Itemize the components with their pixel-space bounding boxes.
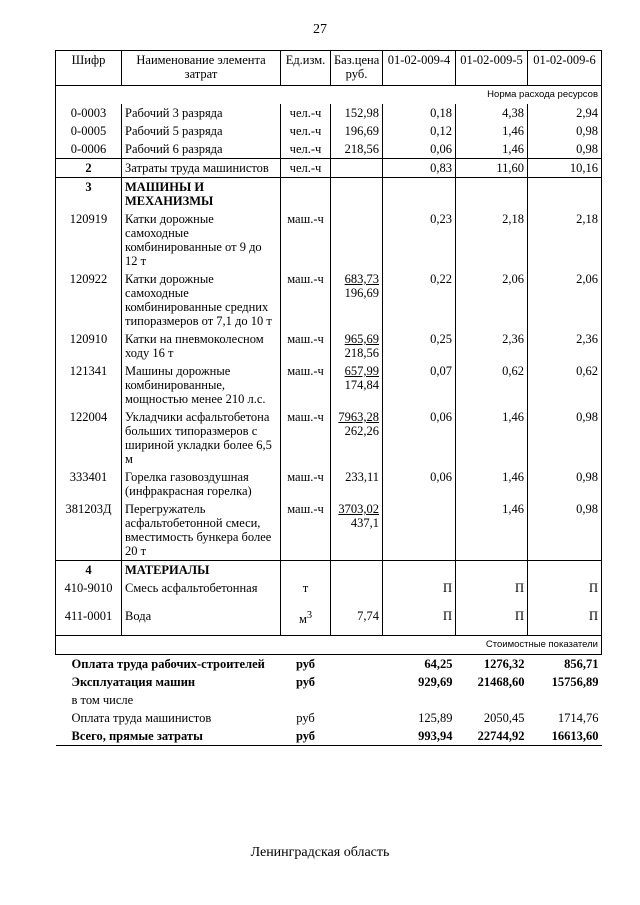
subheader-norm-row bbox=[56, 86, 602, 105]
summary-row bbox=[56, 654, 602, 673]
cell-unit: маш.-ч bbox=[281, 500, 331, 561]
cell-v4: 0,12 bbox=[383, 122, 456, 140]
summary-v4: 929,69 bbox=[418, 674, 453, 689]
cell-code: 0-0006 bbox=[56, 140, 122, 159]
cell-v6: 2,94 bbox=[528, 104, 602, 122]
cell-v5: 1,46 bbox=[456, 468, 528, 500]
cell-v5: 0,62 bbox=[456, 362, 528, 408]
cell-code: 0-0005 bbox=[56, 122, 122, 140]
cell-v6: 2,18 bbox=[528, 210, 602, 270]
col-header-name: Наименование элемента затрат bbox=[122, 51, 281, 86]
cell-unit bbox=[281, 607, 331, 635]
cell-unit: маш.-ч bbox=[281, 408, 331, 468]
table-header bbox=[56, 51, 602, 86]
cell-name: МАТЕРИАЛЫ bbox=[122, 561, 281, 580]
cell-price bbox=[331, 579, 383, 607]
table-row-section-3 bbox=[56, 178, 602, 211]
price-base: 683,73 bbox=[344, 272, 379, 286]
col-header-price: Баз.цена руб. bbox=[331, 51, 383, 86]
cell-name: Перегружатель асфальтобетонной смеси, вместимость бункера более 20 т bbox=[122, 500, 281, 561]
table-row bbox=[56, 104, 602, 122]
subheader-norm: Норма расхода ресурсов bbox=[56, 86, 602, 105]
cell-v5: 2,06 bbox=[456, 270, 528, 330]
cell-v4: 0,07 bbox=[383, 362, 456, 408]
cell-unit: маш.-ч bbox=[281, 330, 331, 362]
cell-name: Рабочий 6 разряда bbox=[122, 140, 281, 159]
cell-v6: 0,98 bbox=[528, 468, 602, 500]
cell-code: 120910 bbox=[56, 330, 122, 362]
cell-v6: 10,16 bbox=[528, 159, 602, 178]
summary-row bbox=[56, 691, 602, 709]
cell-v5: 1,46 bbox=[456, 500, 528, 561]
cell-v6: 0,98 bbox=[528, 122, 602, 140]
cell-name: Смесь асфальтобетонная bbox=[122, 579, 281, 607]
summary-label: Всего, прямые затраты bbox=[71, 728, 203, 743]
cell-v5: 2,18 bbox=[456, 210, 528, 270]
page-footer: Ленинградская область bbox=[250, 845, 390, 860]
col-header-unit: Ед.изм. bbox=[281, 51, 331, 86]
cell-v6: 2,06 bbox=[528, 270, 602, 330]
cell-name: Катки дорожные самоходные комбинированные средних типоразмеров от 7,1 до 10 т bbox=[122, 270, 281, 330]
table-row bbox=[56, 140, 602, 159]
table-row-section-2 bbox=[56, 159, 602, 178]
table-row bbox=[56, 468, 602, 500]
cell-name: Укладчики асфальтобетона больших типоразмеров с шириной укладки более 6,5 м bbox=[122, 408, 281, 468]
summary-label: в том числе bbox=[71, 692, 134, 707]
table-row bbox=[56, 408, 602, 468]
subheader-cost-row bbox=[56, 635, 602, 654]
cell-name: Машины дорожные комбинированные, мощностью менее 210 л.с. bbox=[122, 362, 281, 408]
cell-name: Рабочий 5 разряда bbox=[122, 122, 281, 140]
cell-v5: 1,46 bbox=[456, 408, 528, 468]
cell-v5: 1,46 bbox=[456, 122, 528, 140]
table-bottom-rule bbox=[56, 745, 602, 750]
col-header-code: Шифр bbox=[56, 51, 122, 86]
table-row-section-4 bbox=[56, 561, 602, 580]
summary-v6: 1714,76 bbox=[557, 710, 599, 725]
cell-code: 120919 bbox=[56, 210, 122, 270]
cell-price: 218,56 bbox=[331, 140, 383, 159]
summary-v5: 2050,45 bbox=[483, 710, 525, 725]
cell-v6: 0,98 bbox=[528, 408, 602, 468]
cell-v4 bbox=[383, 500, 456, 561]
cell-price bbox=[331, 408, 383, 468]
cell-v6: 0,62 bbox=[528, 362, 602, 408]
summary-v4: 993,94 bbox=[418, 728, 453, 743]
cell-unit: маш.-ч bbox=[281, 362, 331, 408]
summary-v5: 22744,92 bbox=[477, 728, 525, 743]
price-base: 7963,28 bbox=[338, 410, 379, 424]
cell-v4: 0,18 bbox=[383, 104, 456, 122]
cell-v5: 1,46 bbox=[456, 140, 528, 159]
price-base: 3703,02 bbox=[338, 502, 379, 516]
cell-code: 3 bbox=[56, 178, 122, 211]
cell-price bbox=[331, 270, 383, 330]
cell-code: 121341 bbox=[56, 362, 122, 408]
summary-label: Эксплуатация машин bbox=[71, 674, 196, 689]
cell-unit: маш.-ч bbox=[281, 270, 331, 330]
cell-v5: 2,36 bbox=[456, 330, 528, 362]
table-row bbox=[56, 579, 602, 607]
cell-name: Вода bbox=[122, 607, 281, 635]
summary-label: Оплата труда машинистов bbox=[71, 710, 212, 725]
price-wage: 262,26 bbox=[344, 424, 379, 438]
price-wage: 174,84 bbox=[344, 378, 379, 392]
cell-v6: 0,98 bbox=[528, 140, 602, 159]
cell-code: 411-0001 bbox=[56, 607, 122, 635]
summary-row bbox=[56, 709, 602, 727]
table-row bbox=[56, 270, 602, 330]
cell-code: 122004 bbox=[56, 408, 122, 468]
price-wage: 218,56 bbox=[344, 346, 379, 360]
cell-code: 333401 bbox=[56, 468, 122, 500]
cell-v6: 2,36 bbox=[528, 330, 602, 362]
price-base: 965,69 bbox=[344, 332, 379, 346]
cell-unit: чел.-ч bbox=[281, 122, 331, 140]
cell-price bbox=[331, 330, 383, 362]
summary-unit: руб bbox=[295, 728, 316, 743]
cell-v6: П bbox=[528, 579, 602, 607]
table-row bbox=[56, 210, 602, 270]
cell-v4: 0,22 bbox=[383, 270, 456, 330]
cell-name: Рабочий 3 разряда bbox=[122, 104, 281, 122]
cell-v5: 4,38 bbox=[456, 104, 528, 122]
table-row bbox=[56, 500, 602, 561]
cell-code: 0-0003 bbox=[56, 104, 122, 122]
cell-v5: 11,60 bbox=[456, 159, 528, 178]
cell-price bbox=[331, 362, 383, 408]
cell-price bbox=[331, 500, 383, 561]
summary-v4: 125,89 bbox=[418, 710, 453, 725]
summary-unit: руб bbox=[295, 674, 316, 689]
cell-v4: 0,25 bbox=[383, 330, 456, 362]
summary-unit: руб bbox=[296, 710, 315, 725]
cell-v4: 0,06 bbox=[383, 408, 456, 468]
cell-code: 2 bbox=[56, 159, 122, 178]
cell-unit: т bbox=[281, 579, 331, 607]
page-number: 27 bbox=[313, 22, 327, 37]
cell-price: 196,69 bbox=[331, 122, 383, 140]
summary-v6: 16613,60 bbox=[551, 728, 599, 743]
summary-v6: 856,71 bbox=[528, 654, 602, 673]
cell-v6: 0,98 bbox=[528, 500, 602, 561]
cell-v4: 0,23 bbox=[383, 210, 456, 270]
table-row bbox=[56, 607, 602, 635]
summary-unit: руб bbox=[281, 654, 331, 673]
cell-unit: чел.-ч bbox=[281, 159, 331, 178]
cell-price bbox=[331, 159, 383, 178]
table-row bbox=[56, 122, 602, 140]
price-wage: 196,69 bbox=[344, 286, 379, 300]
cell-price: 7,74 bbox=[331, 607, 383, 635]
cell-unit: маш.-ч bbox=[281, 210, 331, 270]
cell-price: 233,11 bbox=[331, 468, 383, 500]
price-base: 657,99 bbox=[344, 364, 379, 378]
price-wage: 437,1 bbox=[350, 516, 379, 530]
cell-price bbox=[331, 210, 383, 270]
summary-row bbox=[56, 673, 602, 691]
summary-v6: 15756,89 bbox=[551, 674, 599, 689]
summary-v5: 1276,32 bbox=[456, 654, 528, 673]
cell-name: Горелка газовоздушная (инфракрасная горелка) bbox=[122, 468, 281, 500]
cell-unit: чел.-ч bbox=[281, 104, 331, 122]
cell-v4: 0,06 bbox=[383, 468, 456, 500]
unit-sup: 3 bbox=[306, 610, 313, 621]
col-header-4: 01-02-009-4 bbox=[383, 51, 456, 86]
summary-v5: 21468,60 bbox=[477, 674, 525, 689]
cell-code: 381203Д bbox=[56, 500, 122, 561]
summary-row bbox=[56, 727, 602, 746]
cell-name: Катки дорожные самоходные комбинированные от 9 до 12 т bbox=[122, 210, 281, 270]
cell-v4: 0,06 bbox=[383, 140, 456, 159]
cell-v4: 0,83 bbox=[383, 159, 456, 178]
cell-v5: П bbox=[456, 579, 528, 607]
cell-v4: П bbox=[383, 607, 456, 635]
cell-v6: П bbox=[528, 607, 602, 635]
table-row bbox=[56, 330, 602, 362]
resource-table bbox=[55, 50, 602, 750]
cell-name: Катки на пневмоколесном ходу 16 т bbox=[122, 330, 281, 362]
col-header-5: 01-02-009-5 bbox=[456, 51, 528, 86]
cell-v4: П bbox=[383, 579, 456, 607]
cell-v5: П bbox=[456, 607, 528, 635]
table-row bbox=[56, 362, 602, 408]
subheader-cost: Стоимостные показатели bbox=[56, 635, 602, 654]
cell-name: МАШИНЫ И МЕХАНИЗМЫ bbox=[122, 178, 281, 211]
cell-code: 410-9010 bbox=[56, 579, 122, 607]
cell-code: 4 bbox=[56, 561, 122, 580]
cell-unit: маш.-ч bbox=[281, 468, 331, 500]
cell-unit: чел.-ч bbox=[281, 140, 331, 159]
col-header-6: 01-02-009-6 bbox=[528, 51, 602, 86]
cell-name: Затраты труда машинистов bbox=[122, 159, 281, 178]
summary-label: Оплата труда рабочих-строителей bbox=[56, 654, 281, 673]
summary-v4: 64,25 bbox=[383, 654, 456, 673]
cell-code: 120922 bbox=[56, 270, 122, 330]
cell-price: 152,98 bbox=[331, 104, 383, 122]
unit-text: м bbox=[298, 612, 307, 627]
